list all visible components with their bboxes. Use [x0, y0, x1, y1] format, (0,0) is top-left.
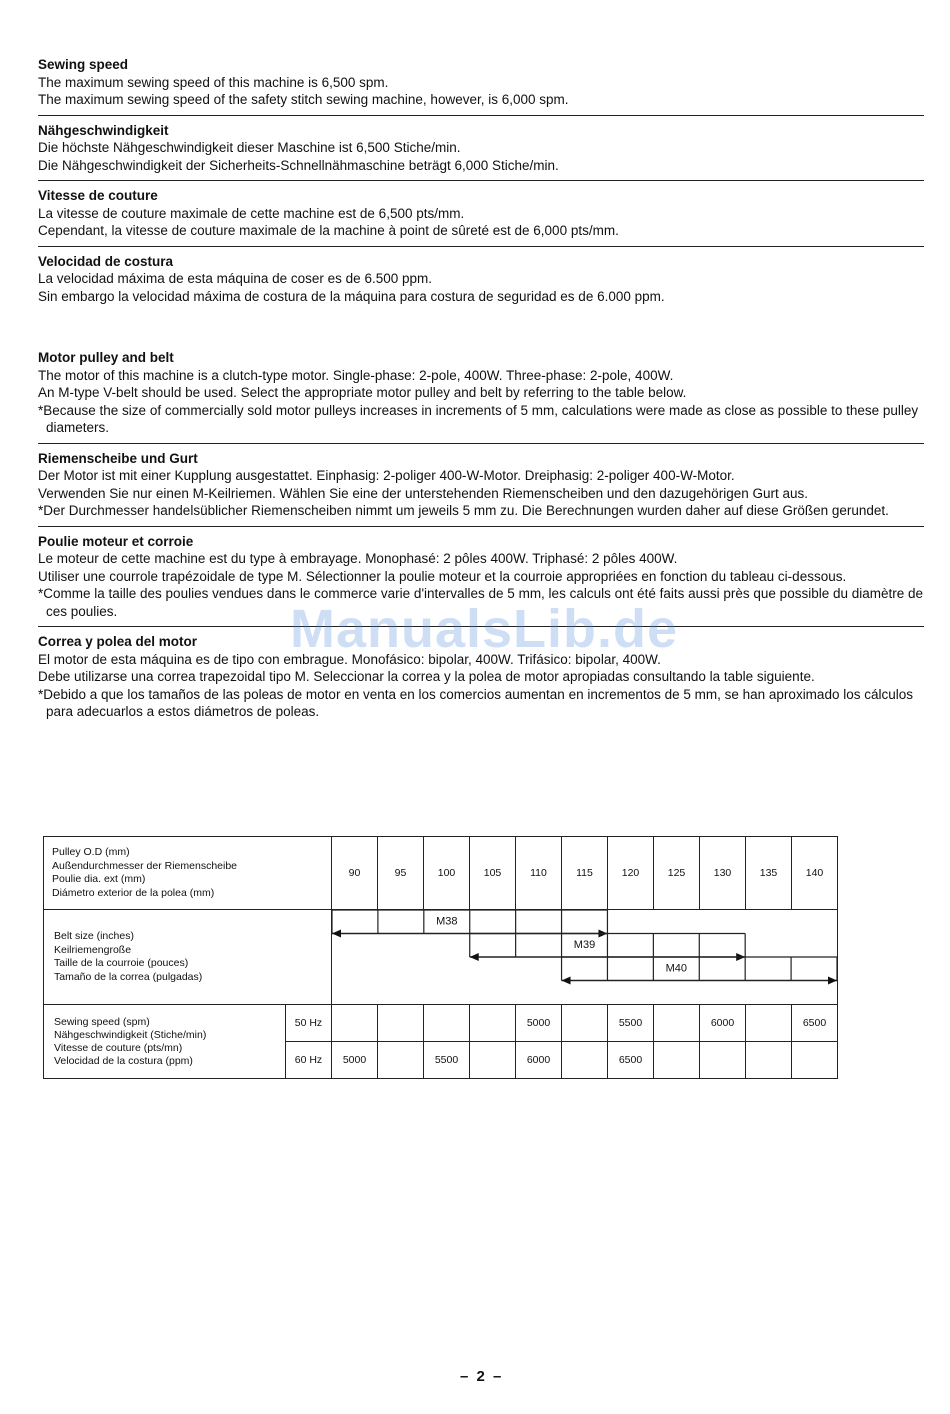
speed-cell — [746, 1005, 792, 1042]
header-line: Velocidad de la costura (ppm) — [54, 1054, 193, 1067]
belt-header — [44, 910, 332, 1005]
pulley-size-cell: 120 — [608, 837, 654, 910]
text-line: The maximum sewing speed of the safety stitch sewing machine, however, is 6,000 spm. — [38, 92, 569, 107]
speed-cell: 6000 — [516, 1042, 562, 1079]
arrowhead-left — [332, 930, 341, 938]
belt-label: M38 — [436, 915, 458, 928]
text-line: Verwenden Sie nur einen M-Keilriemen. Wählen Sie eine der unterstehenden Riemenscheiben und den dazugehörigen Gurt aus. — [38, 485, 808, 501]
text-line: *Debido a que los tamaños de las poleas de motor en venta en los comercios aumentan en incrementos de 5 mm, se han aproximado los cálculos para adecuarlos a estos diámetros de poleas. — [38, 686, 913, 719]
speed-cell — [470, 1042, 516, 1079]
pulley-size-cell: 110 — [516, 837, 562, 910]
header-line: Sewing speed (spm) — [54, 1015, 150, 1028]
pulley-size-cell: 90 — [332, 837, 378, 910]
text-line: An M-type V-belt should be used. Select the appropriate motor pulley and belt by referring to the table below. — [38, 385, 687, 400]
speed-cell: 5500 — [424, 1042, 470, 1079]
pulley-size-cell: 95 — [378, 837, 424, 910]
section-title: Velocidad de costura — [38, 253, 174, 269]
header-line: Keilriemengroße — [54, 943, 132, 956]
divider — [38, 246, 924, 247]
header-line: Belt size (inches) — [54, 930, 134, 942]
section-title: Sewing speed — [38, 57, 129, 72]
watermark: ManualsLib.de — [290, 599, 679, 659]
page-number: – 2 – — [460, 1368, 504, 1385]
speed-cell — [562, 1005, 608, 1042]
header-line: Pulley O.D (mm) — [52, 846, 130, 858]
speed-cell: 5500 — [608, 1005, 654, 1042]
document-page — [38, 56, 924, 721]
text-line: *Comme la taille des poulies vendues dans le commerce varie d'intervalles de 5 mm, les calculs ont été faits aussi près que possible du diamètre de ces poulies. — [38, 586, 924, 619]
section-title: Correa y polea del motor — [38, 634, 198, 649]
section-sewing-speed-es — [38, 253, 924, 306]
text-line: La vitesse de couture maximale de cette machine est de 6,500 pts/mm. — [38, 205, 465, 221]
arrowhead-left — [562, 977, 571, 985]
speed-cell — [378, 1042, 424, 1079]
text-line: The maximum sewing speed of this machine is 6,500 spm. — [38, 74, 389, 90]
header-line: Außendurchmesser der Riemenscheibe — [52, 859, 238, 872]
text-line: Cependant, la vitesse de couture maximale de la machine à point de sûreté est de 6,000 pts/mm. — [38, 223, 619, 238]
header-line: Taille de la courroie (pouces) — [54, 957, 189, 969]
section-sewing-speed-fr — [38, 187, 924, 240]
pulley-size-cell: 125 — [654, 837, 700, 910]
pulley-size-cell: 130 — [700, 837, 746, 910]
section-title: Poulie moteur et corroie — [38, 533, 194, 549]
speed-cell: 5000 — [516, 1005, 562, 1042]
text-line: El motor de esta máquina es de tipo con embrague. Monofásico: bipolar, 400W. Trifásico: bipolar, 400W. — [38, 651, 661, 667]
speed-cell: 6000 — [700, 1005, 746, 1042]
text-line: Le moteur de cette machine est du type à embrayage. Monophasé: 2 pôles 400W. Triphasé: 2 pôles 400W. — [38, 551, 678, 566]
section-motor-pulley-fr — [38, 533, 924, 621]
text-line: Die Nähgeschwindigkeit der Sicherheits-Schnellnähmaschine beträgt 6,000 Stiche/min. — [38, 157, 559, 173]
pulley-size-cell: 115 — [562, 837, 608, 910]
speed-cell: 6500 — [792, 1005, 838, 1042]
arrowhead-left — [470, 953, 479, 961]
divider — [38, 526, 924, 527]
speed-cell — [700, 1042, 746, 1079]
pulley-size-cell: 105 — [470, 837, 516, 910]
section-sewing-speed-de — [38, 122, 924, 175]
pulley-size-cell: 135 — [746, 837, 792, 910]
divider — [38, 180, 924, 181]
section-sewing-speed-en — [38, 56, 924, 109]
divider — [38, 443, 924, 444]
speed-cell — [424, 1005, 470, 1042]
speed-cell — [746, 1042, 792, 1079]
section-motor-pulley-de — [38, 450, 924, 520]
speed-cell — [562, 1042, 608, 1079]
section-title: Motor pulley and belt — [38, 350, 174, 365]
belt-label: M40 — [665, 962, 688, 975]
hz-label: 60 Hz — [285, 1042, 331, 1079]
text-line: *Der Durchmesser handelsüblicher Riemenscheiben nimmt um jeweils 5 mm zu. Die Berechnungen wurden daher auf diese Größen gerundet. — [38, 503, 889, 518]
speed-cell — [654, 1005, 700, 1042]
header-line: Vitesse de couture (pts/mn) — [54, 1041, 183, 1054]
speed-cell: 6500 — [608, 1042, 654, 1079]
text-line: The motor of this machine is a clutch-type motor. Single-phase: 2-pole, 400W. Three-phase: 2-pole, 400W. — [38, 367, 674, 383]
text-line: *Because the size of commercially sold motor pulleys increases in increments of 5 mm, calculations were made as close as possible to these pulley diameters. — [38, 402, 919, 435]
section-title: Vitesse de couture — [38, 188, 158, 203]
speed-cell: 5000 — [332, 1042, 378, 1079]
section-title: Riemenscheibe und Gurt — [38, 450, 198, 466]
speed-cell — [332, 1005, 378, 1042]
divider — [38, 115, 924, 116]
section-motor-pulley-es — [38, 633, 924, 721]
belt-range-diagram — [332, 910, 837, 1004]
speed-cell — [654, 1042, 700, 1079]
header-line: Poulie dia. ext (mm) — [52, 873, 146, 885]
text-line: La velocidad máxima de esta máquina de coser es de 6.500 ppm. — [38, 271, 432, 286]
header-line: Tamaño de la correa (pulgadas) — [54, 970, 203, 983]
speed-cell — [792, 1042, 838, 1079]
divider — [38, 626, 924, 627]
pulley-size-cell: 140 — [792, 837, 838, 910]
belt-range-area — [332, 910, 838, 1005]
text-line: Die höchste Nähgeschwindigkeit dieser Maschine ist 6,500 Stiche/min. — [38, 140, 461, 155]
speed-header — [44, 1005, 286, 1079]
pulley-belt-table — [43, 836, 838, 1079]
belt-label: M39 — [573, 939, 596, 952]
pulley-header — [44, 837, 332, 910]
pulley-size-cell: 100 — [424, 837, 470, 910]
text-line: Debe utilizarse una correa trapezoidal tipo M. Seleccionar la correa y la polea de motor apropiadas consultando la table siguiente. — [38, 669, 815, 684]
arrowhead-right — [828, 977, 837, 985]
pulley-belt-table-wrap — [43, 836, 838, 1079]
text-line: Utiliser une courrole trapézoidale de type M. Sélectionner la poulie moteur et la courroie appropriées en fonction du tableau ci-dessous. — [38, 568, 847, 584]
header-line: Diámetro exterior de la polea (mm) — [52, 886, 215, 899]
speed-cell — [470, 1005, 516, 1042]
speed-cell — [378, 1005, 424, 1042]
hz-label: 50 Hz — [285, 1005, 331, 1042]
text-line: Der Motor ist mit einer Kupplung ausgestattet. Einphasig: 2-poliger 400-W-Motor. Dreiphasig: 2-poliger 400-W-Motor. — [38, 468, 735, 483]
section-title: Nähgeschwindigkeit — [38, 122, 169, 138]
section-motor-pulley-en — [38, 349, 924, 437]
header-line: Nähgeschwindigkeit (Stiche/min) — [54, 1028, 207, 1041]
text-line: Sin embargo la velocidad máxima de costura de la máquina para costura de seguridad es de 6.000 ppm. — [38, 288, 665, 304]
